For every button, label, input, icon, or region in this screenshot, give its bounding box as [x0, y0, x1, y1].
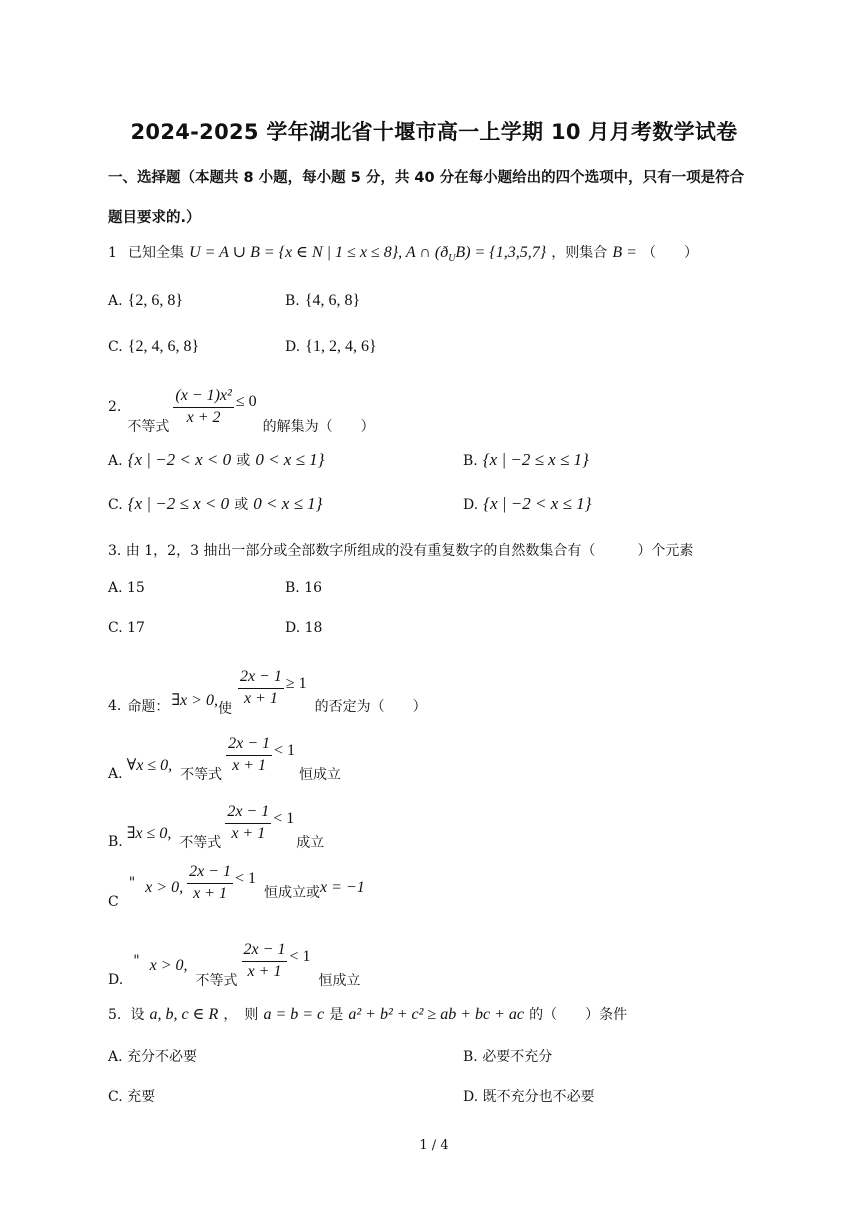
- question-5: [108, 1004, 627, 1024]
- q1-var: B =: [612, 244, 637, 261]
- q1-math: U = A ∪ B = {x ∈ N | 1 ≤ x ≤ 8}, A ∩ (ð: [189, 244, 449, 261]
- option-value: {x | −2 ≤ x ≤ 1}: [482, 450, 589, 469]
- option-mark: ": [133, 953, 140, 969]
- section-heading-cont: 题目要求的.）: [108, 210, 201, 226]
- q5-option-c: C. 充要: [108, 1089, 156, 1105]
- q1-option-d: [285, 336, 377, 356]
- option-value: 0 < x ≤ 1}: [253, 494, 323, 513]
- q5-option-b: B. 必要不充分: [463, 1049, 553, 1065]
- q2-option-a: [108, 450, 324, 470]
- option-value: {4, 6, 8}: [304, 292, 361, 309]
- q2-number: 2.: [108, 399, 122, 415]
- option-label: D.: [463, 497, 479, 513]
- option-text: 恒成立: [318, 973, 361, 989]
- fraction-numerator: (x − 1)x²: [173, 387, 233, 407]
- option-relation: < 1: [234, 870, 257, 887]
- q5-option-d: D. 既不充分也不必要: [463, 1089, 595, 1105]
- option-value: 0 < x ≤ 1}: [255, 450, 325, 469]
- option-text: 恒成立: [299, 767, 342, 783]
- option-text: 不等式: [195, 973, 238, 989]
- option-relation: < 1: [274, 742, 296, 759]
- q4-option-b: [108, 794, 324, 852]
- option-value: {2, 6, 8}: [127, 292, 184, 309]
- q4-math: ∃x > 0,: [171, 692, 218, 709]
- option-fraction: [187, 863, 233, 903]
- option-text: 不等式: [180, 767, 223, 783]
- q4-option-c: [108, 856, 365, 910]
- q5-option-a: A. 充分不必要: [108, 1049, 198, 1065]
- option-fraction: [225, 803, 271, 843]
- option-label: B.: [463, 453, 478, 469]
- page-title: 2024-2025 学年湖北省十堰市高一上学期 10 月月考数学试卷: [130, 120, 738, 144]
- q4-relation: ≥ 1: [285, 675, 307, 692]
- option-conjunction: 或: [236, 453, 251, 469]
- fraction-denominator: x + 1: [247, 962, 282, 980]
- q5-is: 是: [329, 1007, 344, 1023]
- option-fraction: [242, 941, 288, 981]
- option-text: 不等式: [179, 835, 222, 851]
- q2-post: 的解集为（ ）: [262, 419, 375, 435]
- q5-number: 5.: [108, 1007, 122, 1023]
- fraction-denominator: x + 1: [193, 884, 227, 902]
- q1-option-b: [285, 290, 360, 310]
- option-label: B.: [285, 293, 300, 309]
- q1-option-c: [108, 336, 199, 356]
- option-label: D.: [285, 339, 301, 355]
- option-label: D.: [108, 972, 124, 988]
- q2-relation: ≤ 0: [235, 393, 257, 410]
- q2-option-b: [463, 450, 589, 470]
- option-text: 成立: [296, 835, 325, 851]
- q5-pre: 设: [130, 1007, 145, 1023]
- q5-post: 的（ ）条件: [529, 1007, 628, 1023]
- fraction-numerator: 2x − 1: [238, 668, 284, 688]
- fraction-numerator: 2x − 1: [226, 735, 272, 755]
- q3-option-c: C. 17: [108, 620, 145, 636]
- option-text: 恒成立或: [264, 885, 321, 901]
- q3-option-d: D. 18: [285, 620, 323, 636]
- q5-math: a, b, c ∈ R: [149, 1006, 219, 1023]
- q2-option-d: [463, 494, 591, 514]
- question-2: [108, 378, 375, 436]
- q1-pre: 已知全集: [128, 245, 185, 261]
- q4-option-d: [108, 932, 360, 990]
- question-3: 3. 由 1，2，3 抽出一部分或全部数字所组成的没有重复数字的自然数集合有（ ）个元素: [108, 543, 694, 559]
- option-conjunction: 或: [234, 497, 249, 513]
- option-relation: < 1: [273, 810, 295, 827]
- q4-number: 4.: [108, 698, 122, 714]
- option-label: C.: [108, 339, 123, 355]
- option-relation: < 1: [289, 948, 311, 965]
- fraction-numerator: 2x − 1: [242, 941, 288, 961]
- question-4: [108, 658, 427, 718]
- fraction-numerator: 2x − 1: [225, 803, 271, 823]
- option-label: B.: [108, 834, 123, 850]
- q2-fraction: [173, 387, 233, 427]
- q5-math: a² + b² + c² ≥ ab + bc + ac: [348, 1006, 525, 1023]
- q4-use: 使: [217, 701, 232, 717]
- q1-sub: U: [448, 253, 456, 265]
- q1-number: 1: [108, 245, 117, 261]
- fraction-denominator: x + 1: [232, 756, 267, 774]
- option-math: x > 0,: [149, 957, 188, 974]
- option-math: ∀x ≤ 0,: [126, 757, 173, 774]
- section-heading: 一、选择题（本题共 8 小题，每小题 5 分，共 40 分在每小题给出的四个选项中，只有一项是符合: [108, 170, 745, 186]
- option-value: {x | −2 ≤ x < 0: [127, 494, 230, 513]
- option-label: C.: [108, 497, 123, 513]
- fraction-denominator: x + 1: [231, 824, 266, 842]
- option-value: {x | −2 < x ≤ 1}: [483, 494, 592, 513]
- q2-option-c: [108, 494, 322, 514]
- q4-option-a: [108, 726, 341, 784]
- q5-mid: ， 则: [223, 1007, 259, 1023]
- question-1: [108, 242, 698, 264]
- q3-option-a: A. 15: [108, 580, 145, 596]
- q5-math: a = b = c: [263, 1006, 325, 1023]
- option-label: A.: [108, 453, 123, 469]
- fraction-denominator: x + 1: [243, 689, 278, 707]
- fraction-numerator: 2x − 1: [187, 863, 233, 883]
- option-math: x > 0,: [145, 879, 184, 896]
- q1-paren: （ ）: [641, 245, 698, 261]
- q1-math2: B) = {1,3,5,7}: [455, 244, 547, 261]
- q4-pre: 命题：: [127, 699, 170, 715]
- q4-fraction: [238, 668, 284, 708]
- option-label: A.: [108, 293, 123, 309]
- q1-post: ，则集合: [551, 245, 608, 261]
- option-math: x = −1: [320, 879, 365, 896]
- option-label: A.: [108, 766, 123, 782]
- q3-option-b: B. 16: [285, 580, 323, 596]
- option-value: {x | −2 < x < 0: [127, 450, 232, 469]
- q4-post: 的否定为（ ）: [314, 699, 427, 715]
- option-fraction: [226, 735, 272, 775]
- option-value: {1, 2, 4, 6}: [305, 338, 377, 355]
- option-value: {2, 4, 6, 8}: [127, 338, 200, 355]
- option-math: ∃x ≤ 0,: [126, 825, 172, 842]
- page-number: 1 / 4: [419, 1138, 449, 1153]
- option-mark: ": [128, 875, 136, 891]
- q1-option-a: [108, 290, 183, 310]
- q2-pre: 不等式: [127, 419, 170, 435]
- option-label: C: [108, 894, 119, 910]
- fraction-denominator: x + 2: [186, 408, 221, 426]
